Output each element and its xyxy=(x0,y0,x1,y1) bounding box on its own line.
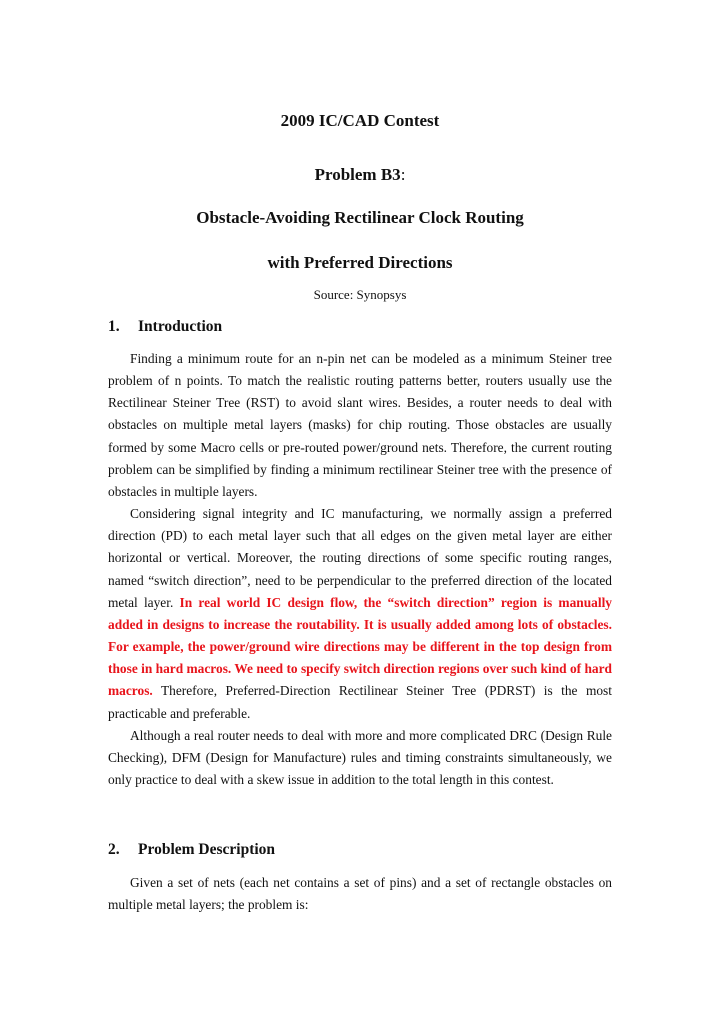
problem-title-line2: with Preferred Directions xyxy=(267,253,453,272)
problem-description-body xyxy=(108,872,612,916)
problem-label-colon: : xyxy=(400,165,406,184)
section-number: 2. xyxy=(108,841,120,858)
section-title: Introduction xyxy=(138,318,223,335)
intro-p2-emphasis: In real world IC design flow, the “switch direction” region is manually added in designs to increase the routability. It is usually added among lots of obstacles. For example, the power/ground wire directions may be different in the top design from those in hard macros. We need to specify switch direction regions over such kind of hard macros. xyxy=(108,594,612,699)
intro-p2-text-end: Therefore, Preferred-Direction Rectilinear Steiner Tree (PDRST) is the most practicable and preferable. xyxy=(108,683,612,721)
contest-title: 2009 IC/CAD Contest xyxy=(280,111,440,130)
intro-paragraph-2 xyxy=(108,503,612,725)
intro-paragraph-1: Finding a minimum route for an n-pin net can be modeled as a minimum Steiner tree problem of n points. To match the realistic routing patterns better, routers usually use the Rectilinear Steiner Tree (RST) to avoid slant wires. Besides, a router needs to deal with obstacles on multiple metal layers (masks) for chip routing. Those obstacles are usually formed by some Macro cells or pre-routed power/ground nets. Therefore, the current routing problem can be simplified by finding a minimum rectilinear Steiner tree with the presence of obstacles in multiple layers. xyxy=(108,351,612,499)
problem-label xyxy=(0,165,720,185)
source-line: Source: Synopsys xyxy=(313,287,407,302)
section-heading-introduction xyxy=(108,318,222,336)
intro-paragraph-3: Although a real router needs to deal with more and more complicated DRC (Design Rule Checking), DFM (Design for Manufacture) rules and timing constraints simultaneously, we only practice to deal with a skew issue in addition to the total length in this contest. xyxy=(108,727,612,787)
section-number: 1. xyxy=(108,318,120,335)
problem-title-line1: Obstacle-Avoiding Rectilinear Clock Routing xyxy=(196,208,524,227)
intro-p2-text: Considering signal integrity and IC manufacturing, we normally assign a preferred direction (PD) to each metal layer such that all edges on the given metal layer are either horizontal or vertical. Moreover, the routing directions of some specific routing ranges, named “switch direction”, need to be perpendicular to the preferred direction of the located metal layer. xyxy=(108,506,612,610)
problem-label-text: Problem B3 xyxy=(314,165,401,184)
description-paragraph-1: Given a set of nets (each net contains a set of pins) and a set of rectangle obstacles on multiple metal layers; the problem is: xyxy=(108,875,612,913)
section-heading-problem-description xyxy=(108,841,275,859)
introduction-body xyxy=(108,348,612,791)
section-title: Problem Description xyxy=(138,841,276,858)
